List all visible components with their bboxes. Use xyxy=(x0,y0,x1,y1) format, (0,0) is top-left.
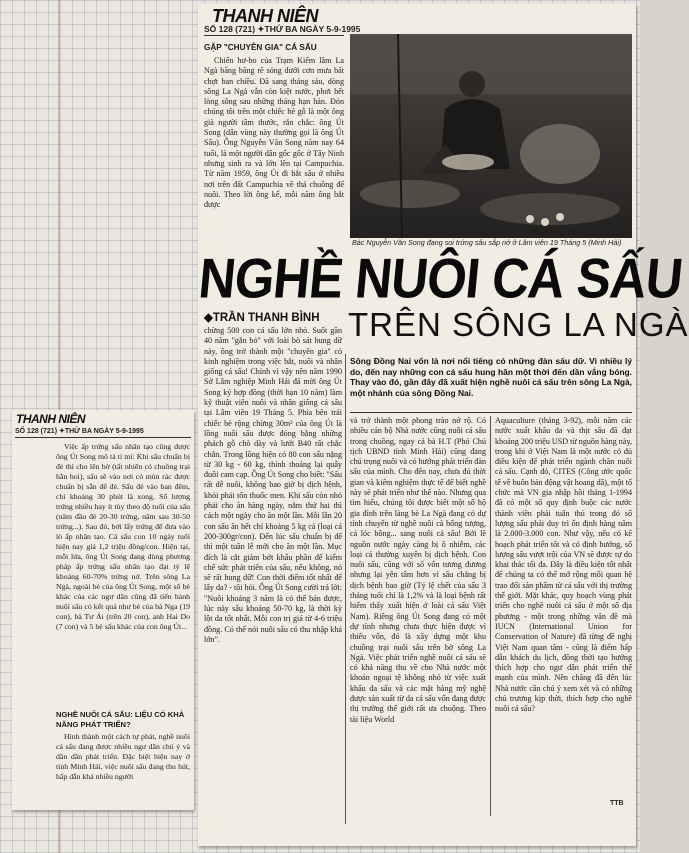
intro-heading: GẶP "CHUYÊN GIA" CÁ SẤU xyxy=(204,43,317,52)
main-newspaper-clipping xyxy=(196,4,689,846)
column-divider xyxy=(345,354,346,824)
headline: NGHỀ NUÔI CÁ SẤU xyxy=(196,246,685,310)
divider xyxy=(15,437,191,438)
section-heading: NGHỀ NUÔI CÁ SẤU: LIỆU CÓ KHẢ NĂNG PHÁT TRIỂN? xyxy=(56,710,185,729)
small-body-text: Việc ấp trứng sấu nhân tạo cũng được ông Út Song mô tả tỉ mỉ: Khi sấu chuẩn bị đẻ thì cho lên bờ (tất nhiên có chuồng trại hẳn hoi), sấu sẽ vào nơi có mùn rác được chuẩn bị sẵn để đẻ. Sấu đẻ vào ban đêm, chỉ khoảng 30 phút là xong. Số lượng trứng nhiều hay ít tùy theo độ tuổi của sấu (năm đầu đẻ 20-30 trứng, năm sau 30-50 trứng...). Sau đó, bới lấy trứng để đưa vào lò ấp nhân tạo. Cá sấu con 10 ngày tuổi hiện nay giá 1,2 triệu đồng/con. Hiện tại, mỗi lứa, ông Út Song đang dùng phương pháp ấp trứng sấu nhân tạo đạt tỷ lệ khoảng 60-70% trứng nở. Trên sông La Ngà, ngoài bè của ông Út Song, một số bè khác của các ngư dân cũng đã tiến hành nuôi sấu có kết quả như bè của bà Nga (19 con), bà Tư Ái (trên 20 con), anh Hai Do (7 con) và 5 bè sấu khác của con ông Út... xyxy=(56,442,190,631)
subheadline: TRÊN SÔNG LA NGÀ xyxy=(348,306,689,343)
column-divider xyxy=(490,416,491,816)
article-column-1: chừng 500 con cá sấu lớn nhỏ. Suốt gần 40 năm "gắn bó" với loài bò sát hung dữ này, ông trở thành một "chuyên gia" có kinh nghiệm trong việc bắt, nuôi và nhân giống cá sấu! Chính vì vậy nên năm 1990 Sở Lâm nghiệp Minh Hải đã mời ông Út Song ký hợp đồng (thời hạn 10 năm) làm kỹ thuật viên nuôi và nhân giống cá sấu tại Lâm viên 19 Tháng 5. Phía bên trái chiếc bè rộng chừng 30m² của ông Út là lồng nuôi sấu được đóng bằng những phách gỗ chò dày và lưới B40 rất chắc chắn. Trong lồng hiện có 80 con sấu nặng từ 30 kg - 60 kg, thỉnh thoảng lại quẫy đuôi cam cạp. Ông Út Song cho biết: "Sấu rất dễ nuôi, không bao giờ bị dịch bệnh, khỏi phải tốn thuốc men. Khi sấu còn nhỏ phải cho ăn hàng ngày, nằm thứ hai thì cách một ngày cho ăn một lần. Mỗi lần 20 con sấu ăn hết chỉ khoảng 5 kg cá (loại cá 200-300gr/con). Đến lúc sấu chuẩn bị để thì một tuần lễ mới cho ăn một lần. Mục đích là cắt giảm bớt khẩu phần để kiểm chế sức phát triển của sấu, nếu không, nó sẽ rất hung dữ! Con thời điểm tốt nhất để lấy da? - tôi hỏi. Ông Út Song cười trả lời: "Nuôi khoảng 3 năm là có thể bán được, lúc này sấu khoảng 50-70 kg, là thời kỳ lột da tốt nhất. Mỗi con trị giá từ 4-6 triệu đồng. Có thể nói nuôi sấu có thu nhập khá lớn". xyxy=(204,326,342,644)
lead-paragraph: Sông Đồng Nai vốn là nơi nổi tiếng có những đàn sấu dữ. Vì nhiều lý do, đến nay những con cá sấu hung hãn một thời đến dần vắng bóng. Thay vào đó, gần đây đã xuất hiện nghề nuôi cá sấu trên sông La Ngà, một nhánh của sông Đồng Nai. xyxy=(350,356,632,398)
divider xyxy=(204,35,344,36)
article-column-2: và trở thành một phong trào nở rộ. Có nhiều cán bộ Nhà nước cũng nuôi cá sấu trong chuồng, ngay cả bà H.T (Phó Chủ tịch UBND tỉnh Minh Hải) cũng đang chú trọng nuôi và có hướng phát triển đàn sấu của mình. Cho đến nay, chưa đủ thời gian và kiểm nghiệm thực tế để biết nghề này sẽ phát triển như thế nào. Nhưng qua tìm hiểu, chúng tôi được biết một số hộ gia đình trên làng bè La Ngà đang có dự tính chuyển từ nghề nuôi cá bống tượng, cá lóc bông... sang nuôi cá sấu! Bởi lẽ nguồn nước ngày càng bị ô nhiễm, các loại cá thường xuyên bị dịch bệnh. Con nuôi sấu, cũng với số vốn tương đương nhưng lại yên tâm hơn vì sấu chẳng bị dịch bệnh bao giờ (Tỷ lệ chết của sấu 3 tháng tuổi chỉ là 1,2% và là loại bệnh rất hiếm thấy xuất hiện ở loài cá sấu Việt Nam). Riêng ông Út Song đang có một dự tính nhưng chưa thực hiện được vì thiếu vốn, đó là xây dựng một khu chuồng trại nuôi sấu trên bờ sông La Ngà. Việc phát triển nghề nuôi cá sấu sẽ có khả năng thu về cho Nhà nước một khoản ngoại tệ không nhỏ từ việc xuất khẩu da sấu và các mặt hàng mỹ nghệ được sản xuất từ da cá sấu vốn đang được thị trường thế giới rất ưa chuộng. Theo tài liệu World xyxy=(350,416,486,724)
issue-line: SỐ 128 (721) ✦THỨ BA NGÀY 5-9-1995 xyxy=(204,24,361,34)
intro-text: Chiến hơ-bo của Trạm Kiểm lâm La Ngà băng băng rẽ sóng dưới cơn mưa bất chợt ban chiều. Đã sang tháng sáu, dòng sông La Ngà vẫn còn kiệt nước, phơi hết lòng sông sau những tháng hạn hán. Đón chúng tôi trên một chiếc bè gỗ là một ông già người tầm thước, rắn chắc: ông Út Song (dân vùng này thường gọi là ông Út Sấu). Ông Nguyễn Văn Song năm nay 64 tuổi, là một người dân gốc gốc ở Tây Ninh nhưng sinh ra và lớn lên tại Campuchia. Từ năm 1959, ông Út đi bắt sấu ở nhiều nơi trên đất Campuchia về thả chuồng để nuôi. Theo lời ông kể, mỗi năm ông bắt được xyxy=(204,56,344,210)
divider xyxy=(350,412,632,413)
section-text: Hình thành một cách tự phát, nghề nuôi cá sấu đang được nhiều ngư dân chú ý và dần dần phát triển. Đặc biệt hiện nay ở tỉnh Minh Hải, việc nuôi sấu đang thu hút, hấp dẫn khá nhiều người xyxy=(56,732,190,781)
photo-caption: Bác Nguyễn Văn Song đang soi trứng sấu sắp nở ở Lâm viên 19 Tháng 5 (Minh Hải) xyxy=(352,238,622,247)
small-newspaper-clipping xyxy=(12,410,194,810)
article-column-3: Aquaculture (tháng 3-92), mỗi năm các nước xuất khẩu da và thịt sấu đã đạt khoảng 200 triệu USD từ nguồn hàng này, trong khi ở Việt Nam là một nước có đủ điều kiện để phát triển ngành chăn nuôi cá sấu. Cạnh đó, CITES (Công ước quốc tế về buôn bán động vật hoang dã), một tổ chức mà VN gia nhập hồi tháng 1-1994 đã có một số quy định buộc các nước thành viên phải tuân thủ trong đó số lượng sấu phải duy trì ổn định hàng năm là 2.000-3.000 con. Như vậy, nếu có kế hoạch phát triển tốt và có định hướng, số lượng sấu vượt trội của VN sẽ được tự do khai thác tối đa. Đây là điều kiện tốt nhất để chúng ta có thể mở rộng mối quan hệ trao đổi sản phẩm từ cá sấu với thị trường thế giới. Mặt khác, quy hoạch vùng phát triển cho nghề nuôi cá sấu ở một số địa phương - một trong những văn đề mà IUCN (International Union for Conservation of Nature) đã từng đề nghị Việt Nam quan tâm - cũng là điểm hấp dẫn khách du lịch, đồng thời tạo hướng thích hợp cho ngư dân phát triển thế mạnh của mình. Nên chăng đã đến lúc Nhà nước cần chú ý xem xét và có những chủ trương kịp thời, thích hợp cho nghề nuôi cá sấu? xyxy=(495,416,632,714)
issue-line: SỐ 128 (721) ✦THỨ BA NGÀY 5-9-1995 xyxy=(15,428,144,435)
byline: ◆TRẦN THANH BÌNH xyxy=(204,312,320,324)
photo-image xyxy=(350,34,632,238)
author-initials: TTB xyxy=(610,800,624,807)
masthead-logo: THANH NIÊN xyxy=(212,6,318,26)
photo-crocodile-farmer xyxy=(350,34,632,238)
masthead-logo: THANH NIÊN xyxy=(16,412,85,426)
